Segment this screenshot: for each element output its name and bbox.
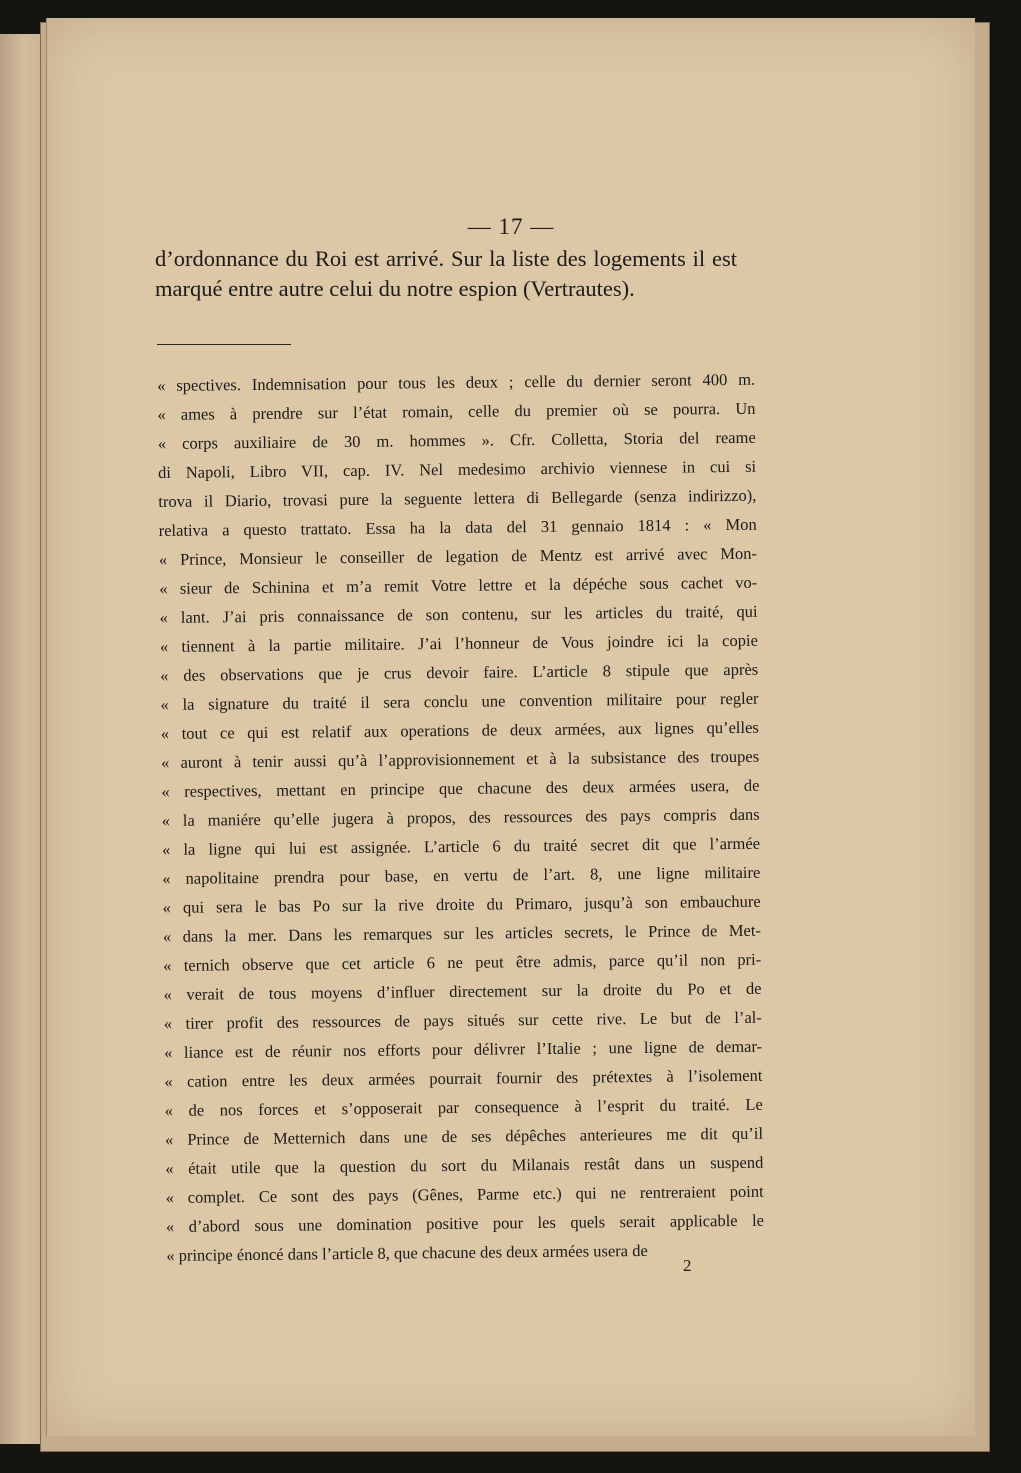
footnote-line: « auront à tenir aussi qu’à l’approvisionnement et à la subsistance des troupes xyxy=(161,746,760,772)
footnote-line: « complet. Ce sont des pays (Gênes, Parme etc.) qui ne rentreraient point xyxy=(165,1181,764,1207)
page-number: — 17 — xyxy=(467,214,555,239)
footnote-block xyxy=(157,365,764,1270)
footnote-line: « la maniére qu’elle jugera à propos, des ressources des pays compris dans xyxy=(161,804,760,830)
footnote-line: trova il Diario, trovasi pure la seguente lettera di Bellegarde (senza indirizzo), xyxy=(158,485,757,511)
footnote-line: « ternich observe que cet article 6 ne peut être admis, parce qu’il non pri- xyxy=(163,949,762,975)
footnote-line: « principe énoncé dans l’article 8, que chacune des deux armées usera de xyxy=(166,1240,648,1265)
footnote-line: « dans la mer. Dans les remarques sur les articles secrets, le Prince de Met- xyxy=(162,920,761,946)
footnote-line: « sieur de Schinina et m’a remit Votre lettre et la dépéche sous cachet vo- xyxy=(159,572,758,598)
footnote-line: relativa a questo trattato. Essa ha la data del 31 gennaio 1814 : « Mon xyxy=(158,514,757,540)
footnote-line: « Prince, Monsieur le conseiller de legation de Mentz est arrivé avec Mon- xyxy=(158,543,758,569)
main-paragraph xyxy=(155,244,737,304)
footnote-line: « la ligne qui lui est assignée. L’article 6 du traité secret dit que l’armée xyxy=(161,833,761,859)
footnote-separator xyxy=(157,344,291,345)
footnote-line: « corps auxiliaire de 30 m. hommes ». Cfr. Colletta, Storia del reame xyxy=(157,427,756,453)
footnote-line: « Prince de Metternich dans une de ses dépêches anterieures me dit qu’il xyxy=(164,1123,764,1149)
footnote-line: « des observations que je crus devoir faire. L’article 8 stipule que après xyxy=(160,659,759,685)
footnote-line: « tirer profit des ressources de pays situés sur cette rive. Le but de l’al- xyxy=(163,1007,762,1033)
footnote-line: « ames à prendre sur l’état romain, celle du premier où se pourra. Un xyxy=(157,398,756,424)
book-page xyxy=(46,18,975,1436)
footnote-line: « était utile que la question du sort du Milanais restât dans un suspend xyxy=(165,1152,764,1178)
footnote-line: « de nos forces et s’opposerait par consequence à l’esprit du traité. Le xyxy=(164,1094,763,1120)
footnote-line: « tiennent à la partie militaire. J’ai l’honneur de Vous joindre ici la copie xyxy=(159,630,758,656)
footnote-line: « liance est de réunir nos efforts pour délivrer l’Italie ; une ligne de demar- xyxy=(164,1036,763,1062)
footnote-line: « verait de tous moyens d’influer directement sur la droite du Po et de xyxy=(163,978,762,1004)
footnote-line: « d’abord sous une domination positive pour les quels serait applicable le xyxy=(165,1210,765,1236)
footnote-line: « qui sera le bas Po sur la rive droite du Primaro, jusqu’à son embauchure xyxy=(162,891,761,917)
footnote-line: « tout ce qui est relatif aux operations de deux armées, aux lignes qu’elles xyxy=(160,717,759,743)
footnote-line: « respectives, mettant en principe que chacune des deux armées usera, de xyxy=(161,775,760,801)
footnote-line: « lant. J’ai pris connaissance de son contenu, sur les articles du traité, qui xyxy=(159,601,758,627)
paragraph-text: d’ordonnance du Roi est arrivé. Sur la liste des logements il est marqué entre autre celui du notre espion (Vertrautes). xyxy=(155,246,737,301)
footnote-line: « spectives. Indemnisation pour tous les deux ; celle du dernier seront 400 m. xyxy=(157,369,756,395)
footnote-line: « la signature du traité il sera conclu une convention militaire pour regler xyxy=(160,688,759,714)
footnote-line: « napolitaine prendra pour base, en vertu de l’art. 8, une ligne militaire xyxy=(162,862,761,888)
footnote-line: di Napoli, Libro VII, cap. IV. Nel medesimo archivio viennese in cui si xyxy=(157,456,757,482)
footnote-line: « cation entre les deux armées pourrait fournir des prétextes à l’isolement xyxy=(164,1065,763,1091)
signature-mark: 2 xyxy=(683,1256,692,1275)
